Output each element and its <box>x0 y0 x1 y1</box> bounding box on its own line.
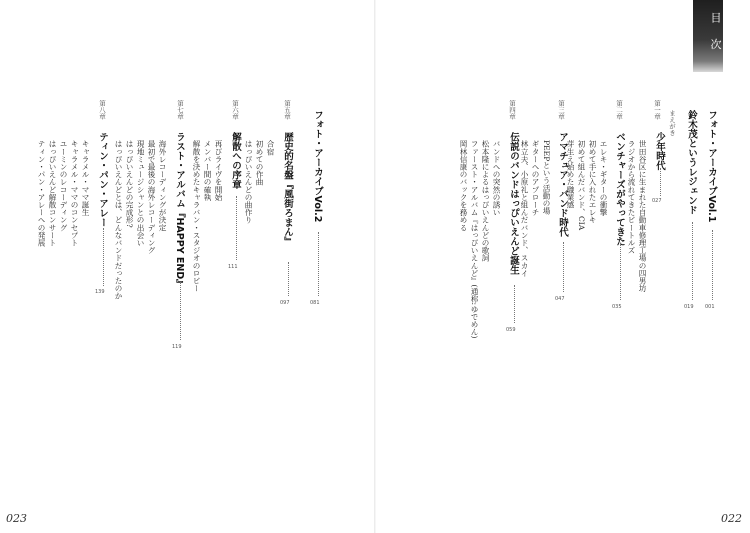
page-ref: 139 <box>95 289 105 295</box>
page-ref: 001 <box>705 304 715 310</box>
chapter-label-7: 第七章 <box>176 100 184 120</box>
toc-sub[interactable]: 林立夫、小原礼と組んだバンド、スカイ <box>520 140 529 277</box>
leader-dots <box>288 262 289 296</box>
book-gutter <box>374 0 376 533</box>
page-ref: 111 <box>228 264 238 270</box>
toc-title-chapter-6[interactable]: 解散への序章 <box>230 132 241 189</box>
toc-title-chapter-3[interactable]: アマチュア・バンド時代 <box>557 132 568 237</box>
toc-sub[interactable]: エレキ・ギターの衝撃 <box>599 140 608 216</box>
toc-sub[interactable]: ファースト・アルバム『はっぴいえんど』(通称:ゆでめん) <box>470 140 479 339</box>
toc-sub[interactable]: 再びライヴを開始 <box>214 140 223 201</box>
leader-dots <box>660 168 661 196</box>
chapter-label-8: 第八章 <box>98 100 106 120</box>
page-ref: 119 <box>172 344 182 350</box>
page-ref: 035 <box>612 304 622 310</box>
chapter-label-6: 第六章 <box>231 100 239 120</box>
leader-dots <box>318 232 319 296</box>
leader-dots <box>692 222 693 300</box>
toc-sub[interactable]: 初めての作曲 <box>255 140 264 186</box>
toc-header-tab <box>693 0 723 72</box>
leader-dots <box>103 228 104 286</box>
page-ref: 097 <box>280 300 290 306</box>
toc-title-chapter-2[interactable]: ベンチャーズがやってきた <box>614 132 625 246</box>
leader-dots <box>236 196 237 260</box>
chapter-label-1: 第一章 <box>653 100 661 120</box>
toc-sub[interactable]: PEEPという活動の場 <box>542 140 551 215</box>
toc-sub[interactable]: 岡林信康のバックを務める <box>459 140 468 232</box>
toc-sub[interactable]: 現地ミュージシャンとの出会い <box>136 140 145 247</box>
chapter-label-5: 第五章 <box>283 100 291 120</box>
toc-sub[interactable]: バンドへの突然の誘い <box>492 140 501 216</box>
toc-header-label: 目 次 <box>709 12 722 56</box>
toc-sub[interactable]: ギターへのアプローチ <box>531 140 540 216</box>
toc-sub[interactable]: ユーミンのレコーディング <box>59 140 68 232</box>
toc-sub[interactable]: はっぴいえんどの曲作り <box>244 140 253 224</box>
toc-title-chapter-1[interactable]: 少年時代 <box>654 132 665 170</box>
toc-title-chapter-8[interactable]: ティン・パン・アレー <box>97 132 108 227</box>
toc-title-chapter-7[interactable]: ラスト・アルバム『HAPPY END』 <box>174 132 185 289</box>
toc-sub[interactable]: キャラメル・ママのコンセプト <box>70 140 79 247</box>
chapter-label-3: 第三章 <box>557 100 565 120</box>
toc-title-chapter-4[interactable]: 伝説のバンドはっぴいえんど誕生 <box>508 132 519 275</box>
page-ref: 081 <box>310 300 320 306</box>
toc-title-photo-archive-1[interactable]: フォト・アーカイブVol.1 <box>706 110 717 223</box>
toc-sub[interactable]: 松本隆によるはっぴいえんどの歌詞 <box>481 140 490 262</box>
toc-preface[interactable]: まえがき <box>668 110 676 136</box>
toc-sub[interactable]: メンバー間の確執 <box>203 140 212 201</box>
leader-dots <box>712 230 713 300</box>
leader-dots <box>514 285 515 323</box>
toc-sub[interactable]: ティン・パン・アレーへの発展 <box>37 140 46 247</box>
toc-sub[interactable]: 初めて組んだバンド、CIA <box>577 140 586 231</box>
toc-sub[interactable]: はっぴいえんどの完成形? <box>125 140 134 228</box>
chapter-label-2: 第二章 <box>615 100 623 120</box>
toc-title-legend[interactable]: 鈴木茂というレジェンド <box>686 110 697 215</box>
toc-sub[interactable]: はっぴいえんどとは、どんなバンドだったのか <box>114 140 123 300</box>
toc-sub[interactable]: 海外レコーディングが決定 <box>158 140 167 232</box>
page-ref: 027 <box>652 198 662 204</box>
toc-title-photo-archive-2[interactable]: フォト・アーカイブVol.2 <box>312 110 323 223</box>
toc-sub[interactable]: 最初で最後の海外レコーディング <box>147 140 156 254</box>
toc-sub[interactable]: 世田谷区に生まれた自動車修理工場の四男坊 <box>638 140 647 292</box>
page-ref: 019 <box>684 304 694 310</box>
toc-sub[interactable]: はっぴいえんど解散コンサート <box>48 140 57 247</box>
leader-dots <box>620 244 621 300</box>
page-ref: 047 <box>555 296 565 302</box>
toc-sub[interactable]: ラジオから流れてきたビートルズ <box>627 140 636 254</box>
leader-dots <box>180 282 181 340</box>
chapter-label-4: 第四章 <box>508 100 516 120</box>
page-number-right: 022 <box>721 512 742 525</box>
page-ref: 059 <box>506 327 516 333</box>
page-number-left: 023 <box>6 512 27 525</box>
toc-sub[interactable]: 初めて手に入れたエレキ <box>588 140 597 224</box>
toc-sub[interactable]: 合宿 <box>266 140 275 156</box>
toc-title-chapter-5[interactable]: 歴史的名盤『風街ろまん』 <box>282 132 293 246</box>
leader-dots <box>563 242 564 292</box>
toc-sub[interactable]: キャラメル・ママ誕生 <box>81 140 90 216</box>
toc-sub[interactable]: 解散を決めたキャラバン・スタジオのロビー <box>192 140 201 292</box>
toc-sub[interactable]: 芽生え始めた職業感 <box>566 140 575 209</box>
